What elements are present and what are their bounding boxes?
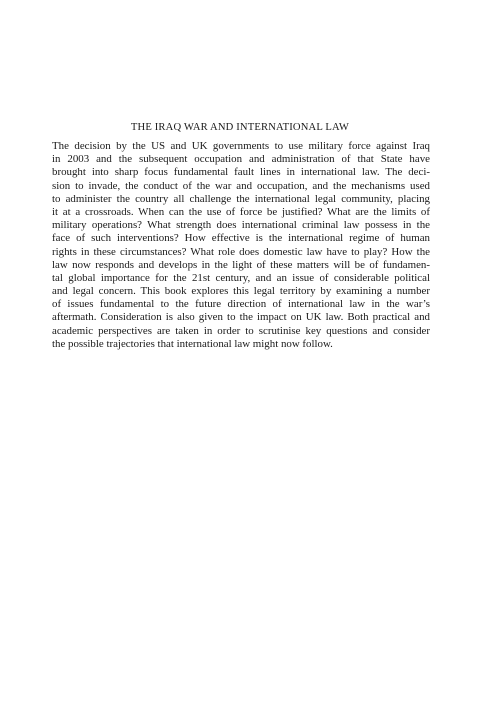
text-line: rights in these circumstances? What role does domestic law have to play? How the [52,245,430,258]
text-line: of issues fundamental to the future direction of international law in the war’s [52,298,430,311]
text-line: to administer the country all challenge the international legal community, placing [52,192,430,205]
text-line: it at a crossroads. When can the use of force be justified? What are the limits of [52,205,430,218]
page-title: THE IRAQ WAR AND INTERNATIONAL LAW [130,122,350,133]
text-line: military operations? What strength does international criminal law possess in the [52,219,430,232]
description-paragraph [52,140,430,351]
text-line: in 2003 and the subsequent occupation and administration of that State have [52,153,430,166]
text-line: brought into sharp focus fundamental fault lines in international law. The deci- [52,166,430,179]
text-line: face of such interventions? How effective is the international regime of human [52,232,430,245]
text-line: law now responds and develops in the light of these matters will be of fundamen- [52,258,430,271]
text-line: The decision by the US and UK governments to use military force against Iraq [52,140,430,152]
text-line: academic perspectives are taken in order to scrutinise key questions and consider [52,324,430,337]
text-line: sion to invade, the conduct of the war and occupation, and the mechanisms used [52,179,430,192]
text-line: tal global importance for the 21st century, and an issue of considerable political [52,271,430,284]
text-line: and legal concern. This book explores this legal territory by examining a number [52,285,430,298]
text-line: aftermath. Consideration is also given to the impact on UK law. Both practical and [52,311,430,324]
text-line: the possible trajectories that international law might now follow. [52,337,333,350]
